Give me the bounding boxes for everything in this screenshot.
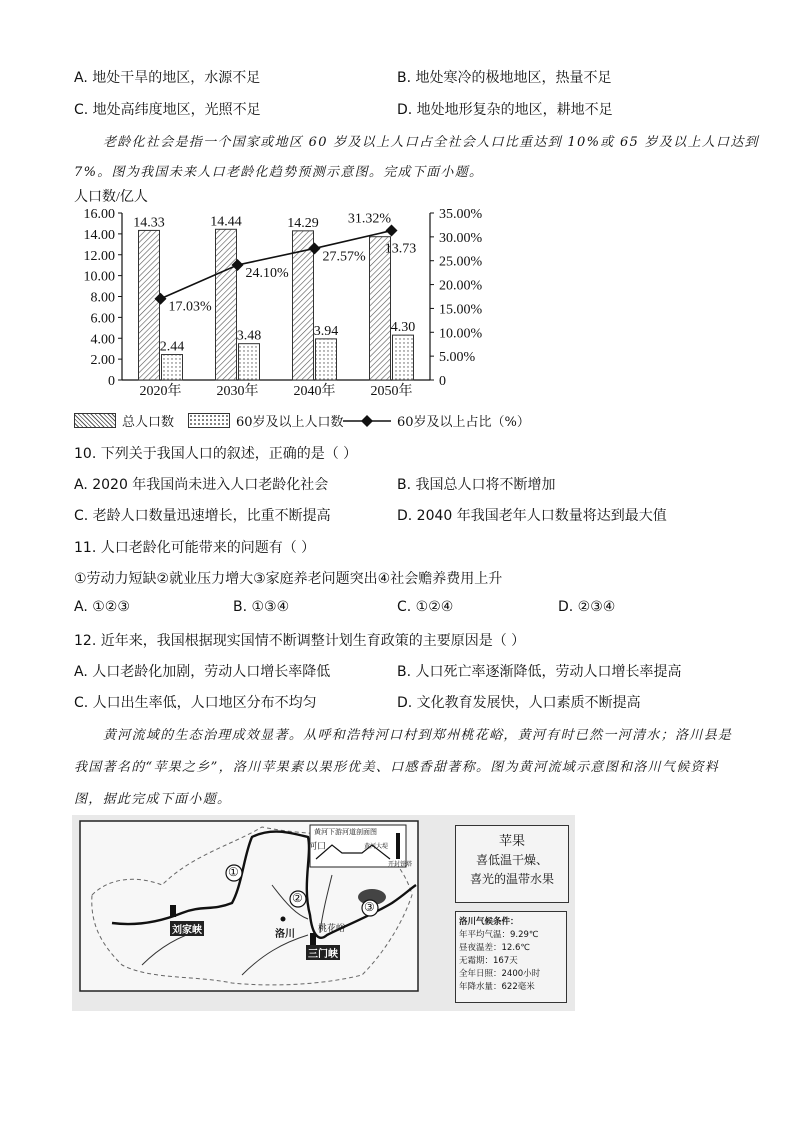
map-marker-2: ②	[292, 891, 303, 905]
inset-label: 黄河大堤	[364, 843, 389, 850]
climate-rain: 年降水量：622毫米	[459, 982, 535, 992]
share-point-label: 24.10%	[245, 266, 289, 282]
y-tick-right-label: 35.00%	[439, 207, 483, 222]
legend-total	[74, 411, 174, 430]
y-tick-right-label: 30.00%	[439, 230, 483, 246]
q12-option-a: A. 人口老龄化加剧，劳动人口增长率降低	[74, 664, 331, 680]
share-line-path	[161, 231, 392, 299]
passage2-line2: 我国著名的“苹果之乡”，洛川苹果素以果形优美、口感香甜著称。图为黄河流域示意图和洛川气候资料	[74, 760, 720, 775]
y-tick-right-label: 20.00%	[439, 278, 483, 294]
y-tick-left-label: 8.00	[90, 290, 115, 306]
q11-option-c: C. ①②④	[397, 599, 454, 615]
y-tick-left-label: 2.00	[90, 353, 115, 369]
x-category-label: 2040年	[293, 384, 336, 399]
map-marker-1: ①	[228, 865, 239, 879]
climate-temp: 年平均气温：9.29℃	[459, 930, 539, 940]
share-point-label: 27.57%	[322, 249, 366, 265]
bar-total-label: 14.29	[287, 215, 319, 231]
q9-option-b: B. 地处寒冷的极地地区，热量不足	[397, 70, 612, 86]
climate-frost: 无霜期：167天	[459, 956, 518, 966]
y-tick-left-label: 14.00	[83, 227, 115, 243]
y-tick-left-label: 6.00	[90, 311, 115, 327]
legend-line-diamond-icon	[343, 414, 391, 428]
bar-total	[139, 230, 160, 380]
y-tick-right-label: 5.00%	[439, 350, 476, 366]
passage2-line3: 图，据此完成下面小题。	[74, 792, 232, 807]
legend-elderly	[188, 411, 344, 430]
climate-diff: 昼夜温差：12.6℃	[459, 943, 530, 953]
q11-option-d: D. ②③④	[558, 599, 616, 615]
passage1-line2: 7%。图为我国未来人口老龄化趋势预测示意图。完成下面小题。	[74, 165, 484, 180]
q11-option-a: A. ①②③	[74, 599, 130, 615]
inset-title: 黄河下游河道剖面图	[314, 828, 377, 836]
q10-option-c: C. 老龄人口数量迅速增长，比重不断提高	[74, 508, 331, 524]
y-tick-left-label: 16.00	[83, 207, 115, 222]
legend-hatch-swatch	[74, 413, 116, 428]
q12-option-b: B. 人口死亡率逐渐降低，劳动人口增长率提高	[397, 664, 682, 680]
map-label-taohuayu: 桃花峪	[318, 924, 346, 934]
legend-dots-swatch	[188, 413, 230, 428]
bar-elderly	[162, 355, 183, 380]
y-axis-left-label: 人口数/亿人	[74, 190, 148, 205]
x-category-labels	[140, 382, 413, 399]
legend-total-label: 总人口数	[122, 415, 175, 430]
yellow-river-map-figure	[72, 815, 575, 1011]
q12-option-d: D. 文化教育发展快，人口素质不断提高	[397, 695, 641, 711]
y-tick-left-label: 4.00	[90, 332, 115, 348]
y-ticks-left	[84, 207, 123, 389]
q10-option-b: B. 我国总人口将不断增加	[397, 477, 556, 493]
bar-total	[216, 229, 237, 380]
bar-elderly	[316, 339, 337, 380]
q12-stem: 12. 近年来，我国根据现实国情不断调整计划生育政策的主要原因是（ ）	[74, 633, 526, 649]
apple-title: 苹果	[498, 834, 525, 849]
apple-info-box	[455, 825, 569, 903]
bar-elderly-label: 3.94	[313, 323, 339, 339]
legend-elderly-label: 60岁及以上人口数	[236, 415, 344, 430]
x-category-label: 2030年	[216, 384, 259, 399]
q10-option-d: D. 2040 年我国老年人口数量将达到最大值	[397, 508, 667, 524]
y-ticks-right	[430, 207, 483, 389]
bar-elderly	[239, 344, 260, 380]
y-tick-right-label: 10.00%	[439, 326, 483, 342]
passage1-line1: 老龄化社会是指一个国家或地区 60 岁及以上人口占全社会人口比重达到 10%或 65 岁及以上人口达到	[103, 135, 759, 150]
climate-title: 洛川气候条件：	[459, 917, 519, 927]
climate-sun: 全年日照：2400小时	[459, 969, 541, 979]
bar-total-label: 14.33	[133, 215, 165, 231]
bar-total	[370, 237, 391, 380]
share-point-label: 17.03%	[168, 299, 212, 315]
q9-option-a: A. 地处干旱的地区，水源不足	[74, 70, 261, 86]
map-label-liujiaxia: 刘家峡	[170, 921, 204, 936]
y-tick-right-label: 0	[439, 374, 446, 389]
apple-desc-2: 喜光的温带水果	[469, 872, 554, 886]
bar-total-label: 13.73	[384, 241, 417, 257]
map-label-luochuan: 洛川	[275, 929, 295, 940]
legend-share-label: 60岁及以上占比（%）	[397, 415, 530, 430]
bar-elderly-label: 2.44	[159, 339, 185, 355]
map-label-hekou: 河口	[308, 842, 327, 852]
q10-stem: 10. 下列关于我国人口的叙述，正确的是（ ）	[74, 446, 358, 462]
bar-elderly-label: 3.48	[236, 328, 262, 344]
q12-option-c: C. 人口出生率低，人口地区分布不均匀	[74, 695, 317, 711]
y-tick-right-label: 15.00%	[439, 302, 483, 318]
inset-extra: 开封铁塔	[388, 861, 413, 868]
q10-option-a: A. 2020 年我国尚未进入人口老龄化社会	[74, 477, 329, 493]
apple-desc-1: 喜低温干燥、	[475, 853, 548, 867]
q11-items: ①劳动力短缺②就业压力增大③家庭养老问题突出④社会赡养费用上升	[74, 571, 503, 587]
x-category-label: 2050年	[370, 384, 413, 399]
y-tick-right-label: 25.00%	[439, 254, 483, 270]
passage2-line1: 黄河流域的生态治理成效显著。从呼和浩特河口村到郑州桃花峪，黄河有时已然一河清水；洛川县是	[103, 728, 733, 743]
q11-option-b: B. ①③④	[233, 599, 290, 615]
population-aging-chart	[66, 185, 506, 400]
bar-elderly-label: 4.30	[390, 320, 416, 336]
q11-stem: 11. 人口老龄化可能带来的问题有（ ）	[74, 540, 316, 556]
map-label-sanmenxia: 三门峡	[306, 945, 340, 960]
y-tick-left-label: 0	[108, 374, 115, 389]
elderly-share-line	[155, 212, 398, 315]
climate-info-box	[455, 911, 567, 1003]
map-marker-3: ③	[364, 900, 375, 914]
share-point-label: 31.32%	[347, 211, 392, 227]
bar-total-label: 14.44	[210, 214, 242, 230]
x-category-label: 2020年	[139, 384, 182, 399]
y-tick-left-label: 12.00	[83, 248, 115, 264]
q9-option-d: D. 地处地形复杂的地区，耕地不足	[397, 102, 613, 118]
bar-elderly	[393, 335, 414, 380]
y-tick-left-label: 10.00	[83, 269, 115, 285]
q9-option-c: C. 地处高纬度地区，光照不足	[74, 102, 261, 118]
legend-share	[343, 411, 530, 430]
